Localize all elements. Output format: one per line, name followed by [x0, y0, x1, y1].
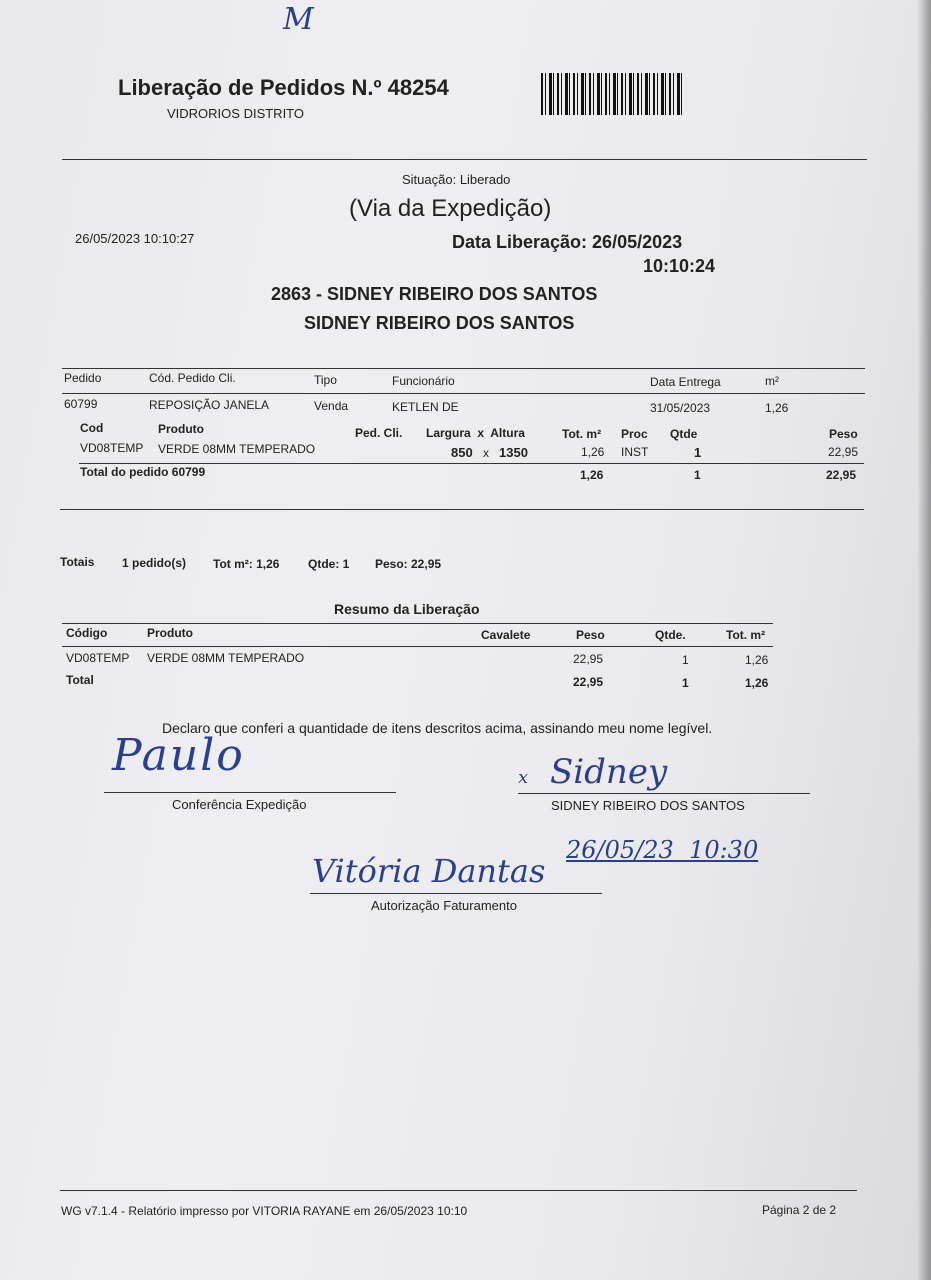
cell-data-entrega: 31/05/2023 [650, 401, 711, 415]
client-name: SIDNEY RIBEIRO DOS SANTOS [304, 313, 575, 333]
item-tot-m2: 1,26 [581, 445, 605, 459]
item-total-line [79, 463, 864, 464]
cell-funcionario: KETLEN DE [392, 400, 459, 414]
footer-divider [60, 1190, 857, 1191]
client-code-name: 2863 - SIDNEY RIBEIRO DOS SANTOS [271, 284, 598, 304]
conference-signature: Paulo [112, 730, 245, 781]
item-header-produto: Produto [158, 422, 204, 436]
summary-title: Resumo da Liberação [334, 601, 480, 617]
summary-header-peso: Peso [576, 628, 605, 642]
client-signature-label: SIDNEY RIBEIRO DOS SANTOS [551, 798, 745, 813]
item-produto: VERDE 08MM TEMPERADO [158, 442, 316, 456]
summary-header-cavalete: Cavalete [481, 628, 531, 642]
col-header-m2: m² [765, 374, 779, 388]
item-x: x [483, 446, 489, 460]
client-mark: x [518, 767, 529, 788]
summary-produto: VERDE 08MM TEMPERADO [147, 651, 305, 665]
company-name: VIDRORIOS DISTRITO [167, 106, 304, 121]
item-largura: 850 [451, 445, 473, 460]
col-header-pedido: Pedido [64, 371, 102, 385]
summary-top-line [62, 623, 773, 624]
conference-label: Conferência Expedição [172, 797, 307, 812]
authorization-signature-line [310, 893, 602, 894]
cell-m2: 1,26 [765, 401, 789, 415]
cell-pedido: 60799 [64, 397, 98, 411]
header-divider [62, 159, 867, 160]
item-peso: 22,95 [828, 445, 859, 459]
declaration-text: Declaro que conferi a quantidade de itens descritos acima, assinando meu nome legível. [162, 720, 713, 736]
page-edge-shadow [917, 0, 931, 1280]
client-signature-line [518, 793, 810, 794]
order-table-bottom-line [60, 509, 864, 510]
cell-tipo: Venda [314, 399, 349, 413]
page-title: Liberação de Pedidos N.º 48254 [118, 75, 449, 100]
item-cod: VD08TEMP [80, 441, 144, 455]
col-header-tipo: Tipo [314, 373, 337, 387]
order-table-top-line [62, 368, 865, 369]
handwritten-initial: M [283, 2, 314, 37]
summary-tot-m2: 1,26 [745, 653, 769, 667]
summary-header-codigo: Código [66, 626, 108, 640]
summary-total-qtde: 1 [682, 676, 689, 690]
col-header-cod-pedido-cli: Cód. Pedido Cli. [149, 371, 236, 385]
totals-pedidos: 1 pedido(s) [122, 556, 187, 570]
summary-peso: 22,95 [573, 652, 604, 666]
col-header-data-entrega: Data Entrega [650, 375, 721, 389]
footer-page-number: Página 2 de 2 [762, 1203, 837, 1217]
order-total-peso: 22,95 [826, 468, 857, 482]
cell-cod-pedido-cli: REPOSIÇÃO JANELA [149, 398, 270, 412]
situation-text: Situação: Liberado [402, 172, 511, 187]
totals-label: Totais [60, 555, 95, 569]
handwritten-date: 26/05/23 10:30 [566, 836, 759, 864]
order-total-qtde: 1 [694, 468, 701, 482]
summary-total-tot-m2: 1,26 [745, 676, 769, 690]
item-qtde: 1 [694, 445, 702, 460]
item-header-qtde: Qtde [670, 427, 698, 441]
print-datetime: 26/05/2023 10:10:27 [75, 231, 195, 246]
item-header-cod: Cod [80, 421, 104, 435]
copy-type: (Via da Expedição) [349, 195, 552, 222]
item-proc: INST [621, 445, 649, 459]
item-header-ped-cli: Ped. Cli. [355, 426, 403, 440]
authorization-signature: Vitória Dantas [312, 852, 546, 890]
footer-printed-by: WG v7.1.4 - Relatório impresso por VITORIA RAYANE em 26/05/2023 10:10 [61, 1204, 468, 1218]
item-header-tot-m2: Tot. m² [562, 427, 602, 441]
item-header-largura-altura: Largura x Altura [426, 426, 525, 440]
summary-header-produto: Produto [147, 626, 193, 640]
summary-total-label: Total [66, 673, 94, 687]
item-header-proc: Proc [621, 427, 648, 441]
barcode-icon [541, 73, 684, 115]
order-total-label: Total do pedido 60799 [80, 465, 206, 479]
summary-header-tot-m2: Tot. m² [726, 628, 766, 642]
summary-header-qtde: Qtde. [655, 628, 686, 642]
release-date: Data Liberação: 26/05/2023 [452, 232, 683, 252]
totals-peso: Peso: 22,95 [375, 557, 442, 571]
summary-codigo: VD08TEMP [66, 651, 130, 665]
conference-signature-line [104, 792, 396, 793]
item-altura: 1350 [499, 445, 528, 460]
item-header-peso: Peso [829, 427, 858, 441]
summary-total-peso: 22,95 [573, 675, 604, 689]
totals-qtde: Qtde: 1 [308, 557, 350, 571]
order-header-underline [62, 393, 865, 394]
authorization-label: Autorização Faturamento [371, 898, 517, 913]
col-header-funcionario: Funcionário [392, 374, 455, 388]
summary-qtde: 1 [682, 653, 689, 667]
release-time: 10:10:24 [643, 256, 716, 276]
client-signature: Sidney [550, 752, 668, 792]
totals-m2: Tot m²: 1,26 [213, 557, 280, 571]
summary-header-underline [62, 646, 773, 647]
order-total-m2: 1,26 [580, 468, 604, 482]
